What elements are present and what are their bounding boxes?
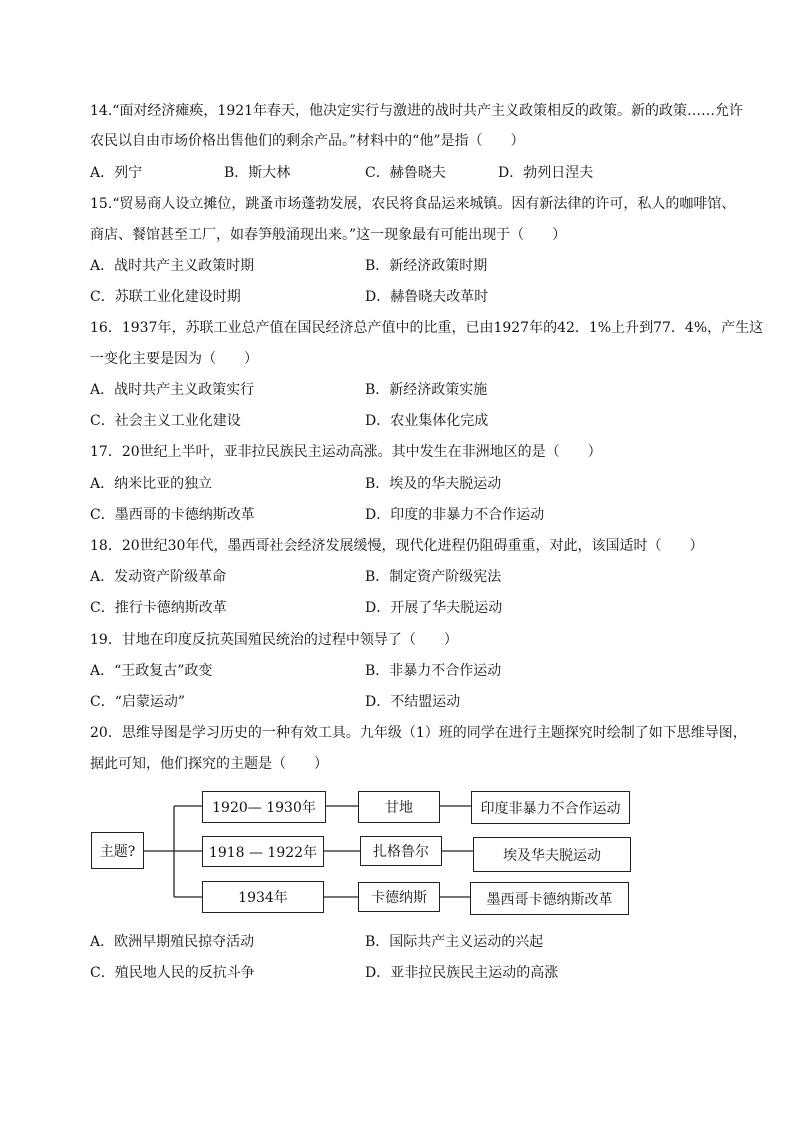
q14-option-d: D．勃列日涅夫 [498,165,594,181]
q16-stem-line-1: 16．1937年，苏联工业总产值在国民经济总产值中的比重，已由1927年的42．1%上升到77．4%，产生这 [90,320,764,336]
q15-stem-line-2: 商店、餐馆甚至工厂，如春笋般涌现出来。”这一现象最有可能出现于（ ） [90,227,567,243]
q17-option-d: D．印度的非暴力不合作运动 [365,507,545,523]
mind-map-event-2: 埃及华夫脱运动 [473,837,631,872]
q15-option-d: D．赫鲁晓夫改革时 [365,289,489,305]
mind-map-root-node: 主题? [91,832,144,869]
q19-option-b: B．非暴力不合作运动 [365,663,502,679]
q19-option-c: C．“启蒙运动” [90,694,186,710]
q15-option-b: B．新经济政策时期 [365,258,488,274]
q18-option-b: B．制定资产阶级宪法 [365,569,502,585]
q14-stem-line-1: 14.“面对经济瘫痪，1921年春天，他决定实行与激进的战时共产主义政策相反的政策。新的政策……允许 [90,103,744,119]
q19-option-d: D．不结盟运动 [365,694,461,710]
mind-map-event-1: 印度非暴力不合作运动 [471,791,630,824]
q15-option-a: A．战时共产主义政策时期 [90,258,255,274]
q20-option-a: A．欧洲早期殖民掠夺活动 [90,934,255,950]
q20-option-d: D．亚非拉民族民主运动的高涨 [365,965,559,981]
q14-option-a: A．列宁 [90,165,143,181]
q19-stem-line-1: 19．甘地在印度反抗英国殖民统治的过程中领导了（ ） [90,632,458,648]
q17-option-b: B．埃及的华夫脱运动 [365,476,502,492]
q14-stem-line-2: 农民以自由市场价格出售他们的剩余产品。”材料中的“他”是指（ ） [90,133,525,149]
mind-map-event-3: 墨西哥卡德纳斯改革 [470,882,629,915]
q20-stem-line-2: 据此可知，他们探究的主题是（ ） [90,756,328,772]
q19-option-a: A．“王政复古”政变 [90,663,213,679]
mind-map-period-1: 1920— 1930年 [202,791,326,823]
q16-option-c: C．社会主义工业化建设 [90,413,241,429]
q17-option-c: C．墨西哥的卡德纳斯改革 [90,507,255,523]
q17-option-a: A．纳米比亚的独立 [90,476,213,492]
q14-option-b: B．斯大林 [224,165,291,181]
mind-map-person-2: 扎格鲁尔 [360,836,442,866]
q18-option-a: A．发动资产阶级革命 [90,569,227,585]
q16-option-b: B．新经济政策实施 [365,382,488,398]
q18-option-c: C．推行卡德纳斯改革 [90,600,227,616]
q15-option-c: C．苏联工业化建设时期 [90,289,241,305]
q16-option-d: D．农业集体化完成 [365,413,489,429]
q16-option-a: A．战时共产主义政策实行 [90,382,255,398]
mind-map-person-1: 甘地 [358,791,440,823]
q16-stem-line-2: 一变化主要是因为（ ） [90,351,258,367]
q20-option-b: B．国际共产主义运动的兴起 [365,934,544,950]
q20-stem-line-1: 20．思维导图是学习历史的一种有效工具。九年级（1）班的同学在进行主题探究时绘制了如下思维导图， [90,725,747,741]
q20-option-c: C．殖民地人民的反抗斗争 [90,965,255,981]
q18-stem-line-1: 18．20世纪30年代，墨西哥社会经济发展缓慢，现代化进程仍阻碍重重，对此，该国适时（ ） [90,538,704,554]
q14-option-c: C．赫鲁晓夫 [365,165,446,181]
q15-stem-line-1: 15.“贸易商人设立摊位，跳蚤市场蓬勃发展，农民将食品运来城镇。因有新法律的许可，私人的咖啡馆、 [90,196,736,212]
q17-stem-line-1: 17．20世纪上半叶，亚非拉民族民主运动高涨。其中发生在非洲地区的是（ ） [90,444,602,460]
q18-option-d: D．开展了华夫脱运动 [365,600,503,616]
mind-map-person-3: 卡德纳斯 [358,882,440,912]
mind-map-period-2: 1918 — 1922年 [202,836,324,867]
mind-map-period-3: 1934年 [202,881,324,913]
